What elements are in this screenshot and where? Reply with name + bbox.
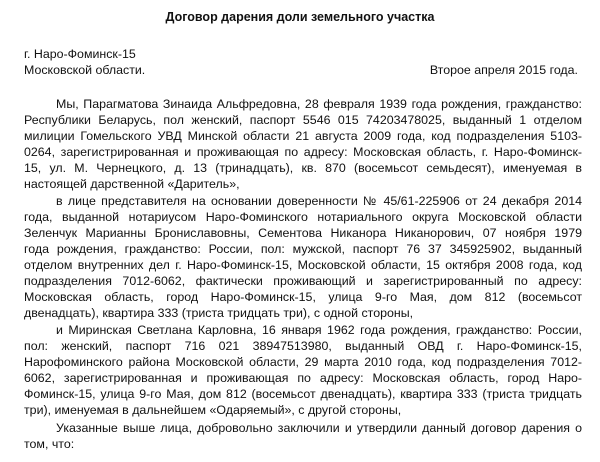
- paragraph-line: настоящей дарственной «Даритель»,: [24, 177, 240, 191]
- place-city: г. Наро-Фоминск-15: [24, 47, 136, 61]
- paragraph-line: и Миринская Светлана Карловна, 16 января 1962 года рождения, гражданство: России,: [56, 323, 582, 337]
- paragraph-line: двенадцать), квартира 333 (триста тридцать три), с одной стороны,: [24, 306, 414, 320]
- paragraph-line: года, выданной нотариусом Наро-Фоминского нотариального округа Московской области: [24, 210, 582, 224]
- paragraph-line: 6062, зарегистрированная и проживающая по адресу: Московская область, город Наро-: [24, 371, 582, 385]
- paragraph-line: милиции Гомельского УВД Минской области 21 августа 2009 года, код подразделения 5103-: [24, 129, 582, 143]
- paragraph-line: Республики Беларусь, пол женский, паспорт 5546 015 74203478025, выданный 1 отделом: [24, 113, 582, 127]
- paragraph-line: отделом внутренних дел г. Наро-Фоминск-15, Московской области, 15 октября 2008 года, код: [24, 258, 582, 272]
- paragraph-line: 15, ул. М. Чернецкого, д. 13 (тринадцать), кв. 870 (восемьсот семьдесят), именуемая в: [24, 161, 582, 175]
- paragraph-line: Указанные выше лица, добровольно заключили и утвердили данный договор дарения о: [56, 421, 582, 435]
- paragraph-line: Нарофоминского района Московской области, 29 марта 2010 года, код подразделения 7012-: [24, 355, 582, 369]
- paragraph-line: три), именуемая в дальнейшем «Одаряемый», с другой стороны,: [24, 403, 402, 417]
- document-title: Договор дарения доли земельного участка: [165, 10, 435, 24]
- paragraph-line: в лице представителя на основании доверенности № 45/61-225906 от 24 декабря 2014: [56, 194, 582, 208]
- paragraph-line: года рождения, гражданство: России, пол: мужской, паспорт 76 37 345925902, выданный: [24, 242, 582, 256]
- paragraph-line: Зеленчук Марианны Брониславовны, Сементова Никанора Никанорович, 07 ноября 1979: [24, 226, 582, 240]
- paragraph-line: пол: женский, паспорт 716 021 38947513980, выданный ОВД г. Наро-Фоминск-15,: [24, 339, 582, 353]
- paragraph-line: Фоминск-15, улица 9-го Мая, дом 812 (восемьсот двенадцать), квартира 333 (триста тридцать: [24, 387, 582, 401]
- paragraph-line: 0264, зарегистрированная и проживающая по адресу: Московская область, г. Наро-Фоминск-: [24, 145, 582, 159]
- paragraph-line: Московская область, город Наро-Фоминск-15, улица 9-го Мая, дом 812 (восемьсот: [24, 290, 582, 304]
- document-date: Второе апреля 2015 года.: [429, 63, 578, 77]
- place-region: Московской области.: [24, 63, 146, 77]
- paragraph-line: том, что:: [24, 437, 75, 451]
- paragraph-line: подразделения 7012-6062, фактически проживающий и зарегистрированный по адресу:: [24, 274, 582, 288]
- paragraph-line: Мы, Парагматова Зинаида Альфредовна, 28 февраля 1939 года рождения, гражданство:: [56, 97, 582, 111]
